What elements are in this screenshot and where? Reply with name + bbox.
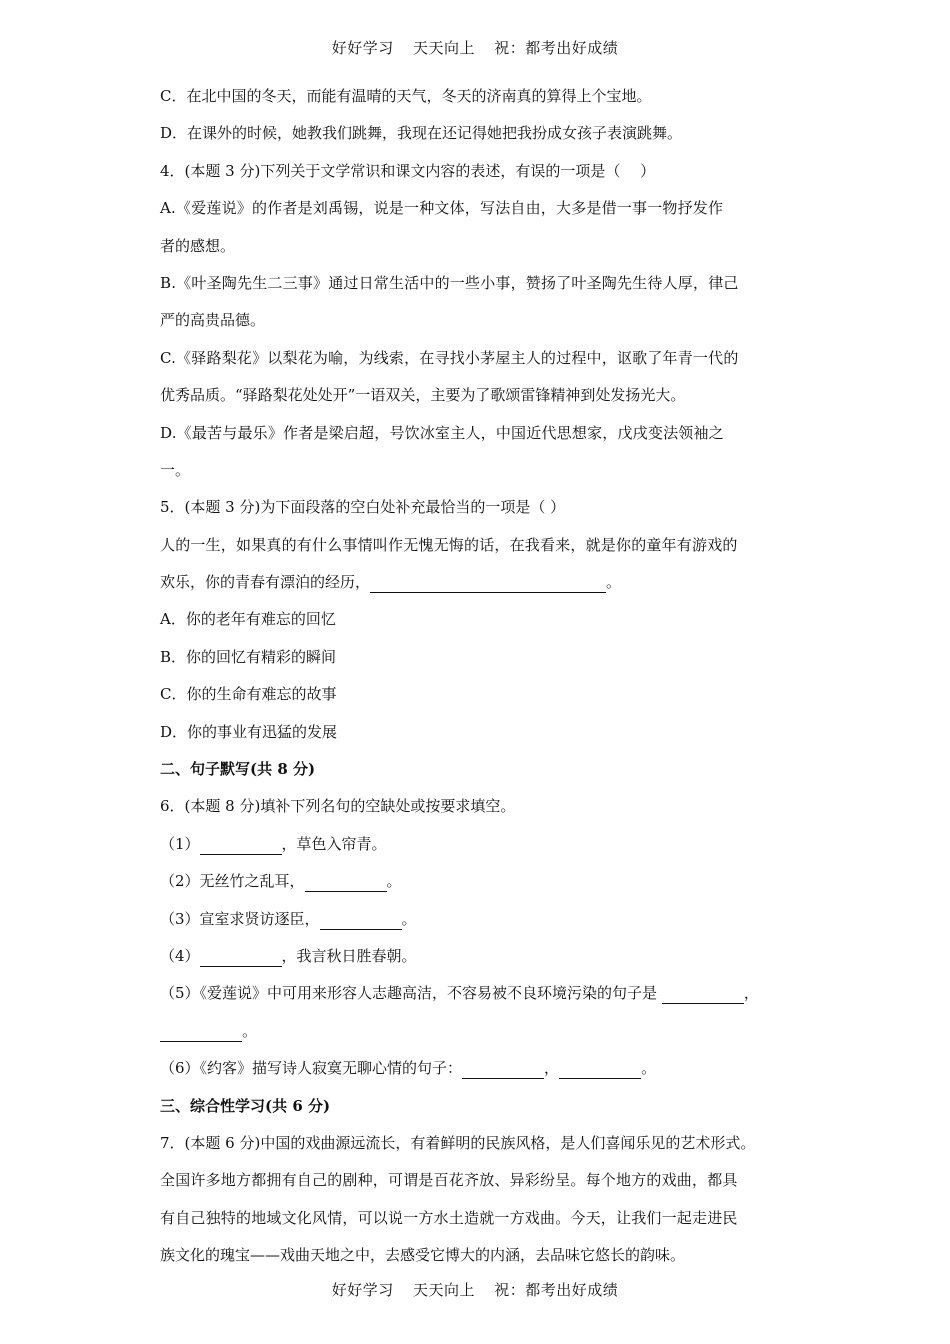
q7-line2: 全国许多地方都拥有自己的剧种，可谓是百花齐放、异彩纷呈。每个地方的戏曲，都具 — [160, 1171, 738, 1190]
q6-item-5-blank-2[interactable] — [160, 1021, 242, 1042]
q3-option-c: C．在北中国的冬天，而能有温晴的天气，冬天的济南真的算得上个宝地。 — [160, 87, 652, 105]
q5-passage-line2 — [160, 564, 800, 601]
page-header — [0, 38, 950, 58]
q6-item-3-suffix: 。 — [401, 909, 417, 928]
q6-item-6-blank-2[interactable] — [559, 1058, 641, 1079]
q7-line1: 7．(本题 6 分)中国的戏曲源远流长，有着鲜明的民族风格，是人们喜闻乐见的艺术形式。 — [160, 1133, 756, 1152]
q4-stem: 4．(本题 3 分)下列关于文学常识和课文内容的表述，有误的一项是（ ） — [160, 161, 656, 180]
q5-option-a: A．你的老年有难忘的回忆 — [160, 610, 336, 629]
q6-item-5-end: 。 — [242, 1021, 258, 1040]
q3-option-d: D．在课外的时候，她教我们跳舞，我现在还记得她把我扮成女孩子表演跳舞。 — [160, 124, 683, 143]
q6-stem: 6．(本题 8 分)填补下列名句的空缺处或按要求填空。 — [160, 797, 516, 816]
q4-option-d-line2: 一。 — [160, 460, 191, 479]
q5-option-b: B．你的回忆有精彩的瞬间 — [160, 647, 337, 666]
q4-option-b-line1: B.《叶圣陶先生二三事》通过日常生活中的一些小事，赞扬了叶圣陶先生待人厚，律己 — [160, 273, 739, 292]
q6-item-6-prefix: （6）《约客》描写诗人寂寞无聊心情的句子： — [160, 1059, 463, 1078]
q6-item-2-suffix: 。 — [386, 872, 402, 891]
q4-option-c-line2: 优秀品质。“驿路梨花处处开”一语双关，主要为了歌颂雷锋精神到处发扬光大。 — [160, 386, 686, 405]
q6-item-5-continued — [160, 1013, 800, 1050]
section-3-title: 三、综合性学习(共 6 分) — [160, 1096, 331, 1115]
q6-item-4-blank[interactable] — [200, 946, 282, 967]
q6-item-3-blank[interactable] — [320, 909, 402, 930]
q5-stem: 5．(本题 3 分)为下面段落的空白处补充最恰当的一项是（ ） — [160, 498, 566, 517]
q5-option-d: D．你的事业有迅猛的发展 — [160, 722, 338, 741]
q7-line3: 有自己独特的地域文化风情，可以说一方水土造就一方戏曲。今天，让我们一起走进民 — [160, 1208, 738, 1227]
q6-item-5-prefix: （5）《爱莲说》中可用来形容人志趣高洁，不容易被不良环境污染的句子是 — [160, 984, 662, 1003]
q6-item-5-separator: ， — [743, 984, 759, 1003]
q4-option-a-line1: A.《爱莲说》的作者是刘禹锡，说是一种文体，写法自由，大多是借一事一物抒发作 — [160, 199, 724, 218]
q6-item-4 — [160, 938, 800, 975]
q6-item-4-prefix: （4） — [160, 946, 200, 965]
q6-item-6 — [160, 1050, 800, 1087]
q7-line4: 族文化的瑰宝——戏曲天地之中，去感受它博大的内涵，去品味它悠长的韵味。 — [160, 1246, 686, 1265]
q6-item-1-suffix: ，草色入帘青。 — [281, 834, 387, 853]
q6-item-1-blank[interactable] — [200, 834, 282, 855]
header-left: 好好学习 — [331, 39, 394, 57]
q6-item-6-end: 。 — [641, 1059, 657, 1078]
header-right: 祝：都考出好成绩 — [494, 39, 619, 57]
section-2-title: 二、句子默写(共 8 分) — [160, 760, 316, 779]
q6-item-2-prefix: （2）无丝竹之乱耳， — [160, 872, 305, 891]
q6-item-3-prefix: （3）宣室求贤访逐臣， — [160, 909, 320, 928]
q4-option-c-line1: C.《驿路梨花》以梨花为喻，为线索，在寻找小茅屋主人的过程中，讴歌了年青一代的 — [160, 348, 739, 367]
q6-item-6-separator: ， — [544, 1059, 560, 1078]
q6-item-3 — [160, 901, 800, 938]
q5-passage-end: 。 — [606, 573, 622, 592]
footer-left: 好好学习 — [331, 1281, 394, 1299]
q6-item-1 — [160, 826, 800, 863]
q6-item-5-blank-1[interactable] — [662, 983, 744, 1004]
q4-option-b-line2: 严的高贵品德。 — [160, 311, 266, 330]
q6-item-4-suffix: ，我言秋日胜春朝。 — [281, 946, 417, 965]
q5-answer-blank[interactable] — [370, 572, 606, 593]
q4-option-d-line1: D.《最苦与最乐》作者是梁启超，号饮冰室主人，中国近代思想家，戊戌变法领袖之 — [160, 423, 724, 442]
page-footer — [0, 1280, 950, 1300]
q4-option-a-line2: 者的感想。 — [160, 236, 236, 255]
q5-passage-line1: 人的一生，如果真的有什么事情叫作无愧无悔的话，在我看来，就是你的童年有游戏的 — [160, 535, 738, 554]
q5-option-c: C．你的生命有难忘的故事 — [160, 685, 337, 704]
q5-passage-text: 欢乐，你的青春有漂泊的经历， — [160, 573, 371, 592]
q6-item-2-blank[interactable] — [305, 871, 387, 892]
footer-middle: 天天向上 — [412, 1281, 475, 1299]
footer-right: 祝：都考出好成绩 — [494, 1281, 619, 1299]
header-middle: 天天向上 — [412, 39, 475, 57]
q6-item-2 — [160, 863, 800, 900]
q6-item-6-blank-1[interactable] — [462, 1058, 544, 1079]
q6-item-1-prefix: （1） — [160, 834, 200, 853]
q6-item-5 — [160, 975, 800, 1012]
document-body — [160, 78, 800, 1275]
